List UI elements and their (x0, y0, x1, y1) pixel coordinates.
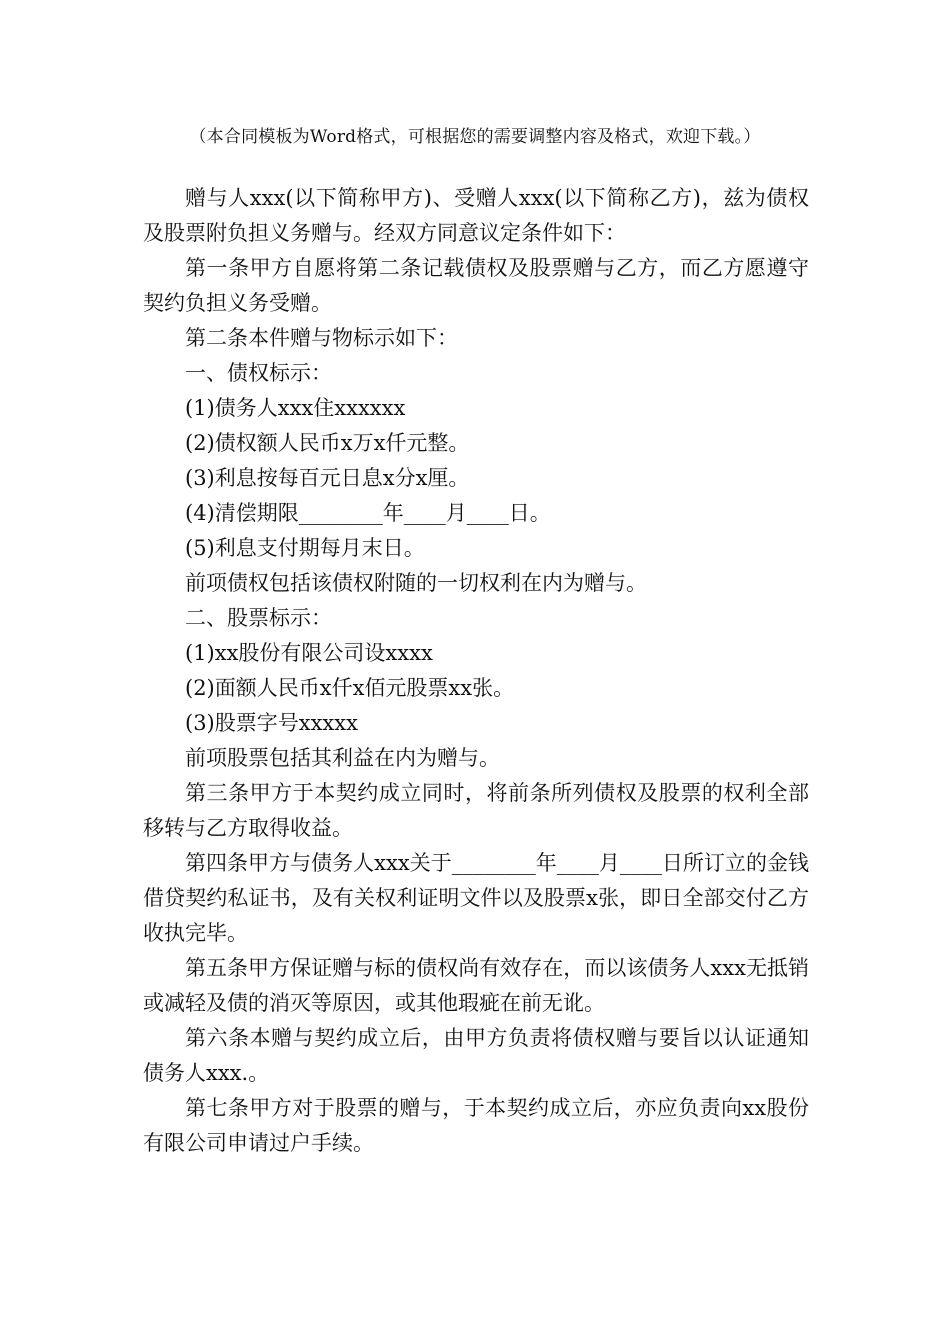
claim-item-amount: (2)债权额人民币x万x仟元整。 (185, 431, 470, 455)
claim-item-debtor: (1)债务人xxx住xxxxxx (185, 396, 406, 420)
article-3-paragraph: 第三条甲方于本契约成立同时，将前条所列债权及股票的权利全部移转与乙方取得收益。 (143, 781, 809, 840)
stock-section-heading: 二、股票标示： (185, 606, 332, 630)
stock-item-number: (3)股票字号xxxxx (185, 711, 358, 735)
stock-item-company: (1)xx股份有限公司设xxxx (185, 641, 433, 665)
article-5-paragraph: 第五条甲方保证赠与标的债权尚有效存在，而以该债务人xxx无抵销或减轻及债的消灭等原因，或其他瑕疵在前无讹。 (143, 956, 809, 1015)
claim-item-payment-period: (5)利息支付期每月末日。 (185, 536, 425, 560)
stock-item-face-value: (2)面额人民币x仟x佰元股票xx张。 (185, 676, 515, 700)
article-1-paragraph: 第一条甲方自愿将第二条记载债权及股票赠与乙方，而乙方愿遵守契约负担义务受赠。 (143, 256, 809, 315)
stock-scope-paragraph: 前项股票包括其利益在内为赠与。 (185, 746, 500, 770)
claim-section-heading: 一、债权标示： (185, 361, 332, 385)
claim-item-interest: (3)利息按每百元日息x分x厘。 (185, 466, 470, 490)
template-note: （本合同模板为Word格式，可根据您的需要调整内容及格式，欢迎下载。） (189, 127, 761, 147)
article-2-heading: 第二条本件赠与物标示如下： (185, 326, 458, 350)
article-6-paragraph: 第六条本赠与契约成立后，由甲方负责将债权赠与要旨以认证通知债务人xxx.。 (143, 1026, 809, 1085)
article-4-paragraph: 第四条甲方与债务人xxx关于________年____月____日所订立的金钱借贷契约私证书，及有关权利证明文件以及股票x张，即日全部交付乙方收执完毕。 (143, 851, 809, 945)
claim-scope-paragraph: 前项债权包括该债权附随的一切权利在内为赠与。 (185, 571, 647, 595)
claim-item-due-date: (4)清偿期限________年____月____日。 (185, 501, 551, 525)
article-7-paragraph: 第七条甲方对于股票的赠与，于本契约成立后，亦应负责向xx股份有限公司申请过户手续。 (143, 1096, 809, 1155)
preamble-paragraph: 赠与人xxx(以下简称甲方)、受赠人xxx(以下简称乙方)，兹为债权及股票附负担义务赠与。经双方同意议定条件如下： (143, 186, 809, 245)
contract-body (143, 181, 809, 1161)
